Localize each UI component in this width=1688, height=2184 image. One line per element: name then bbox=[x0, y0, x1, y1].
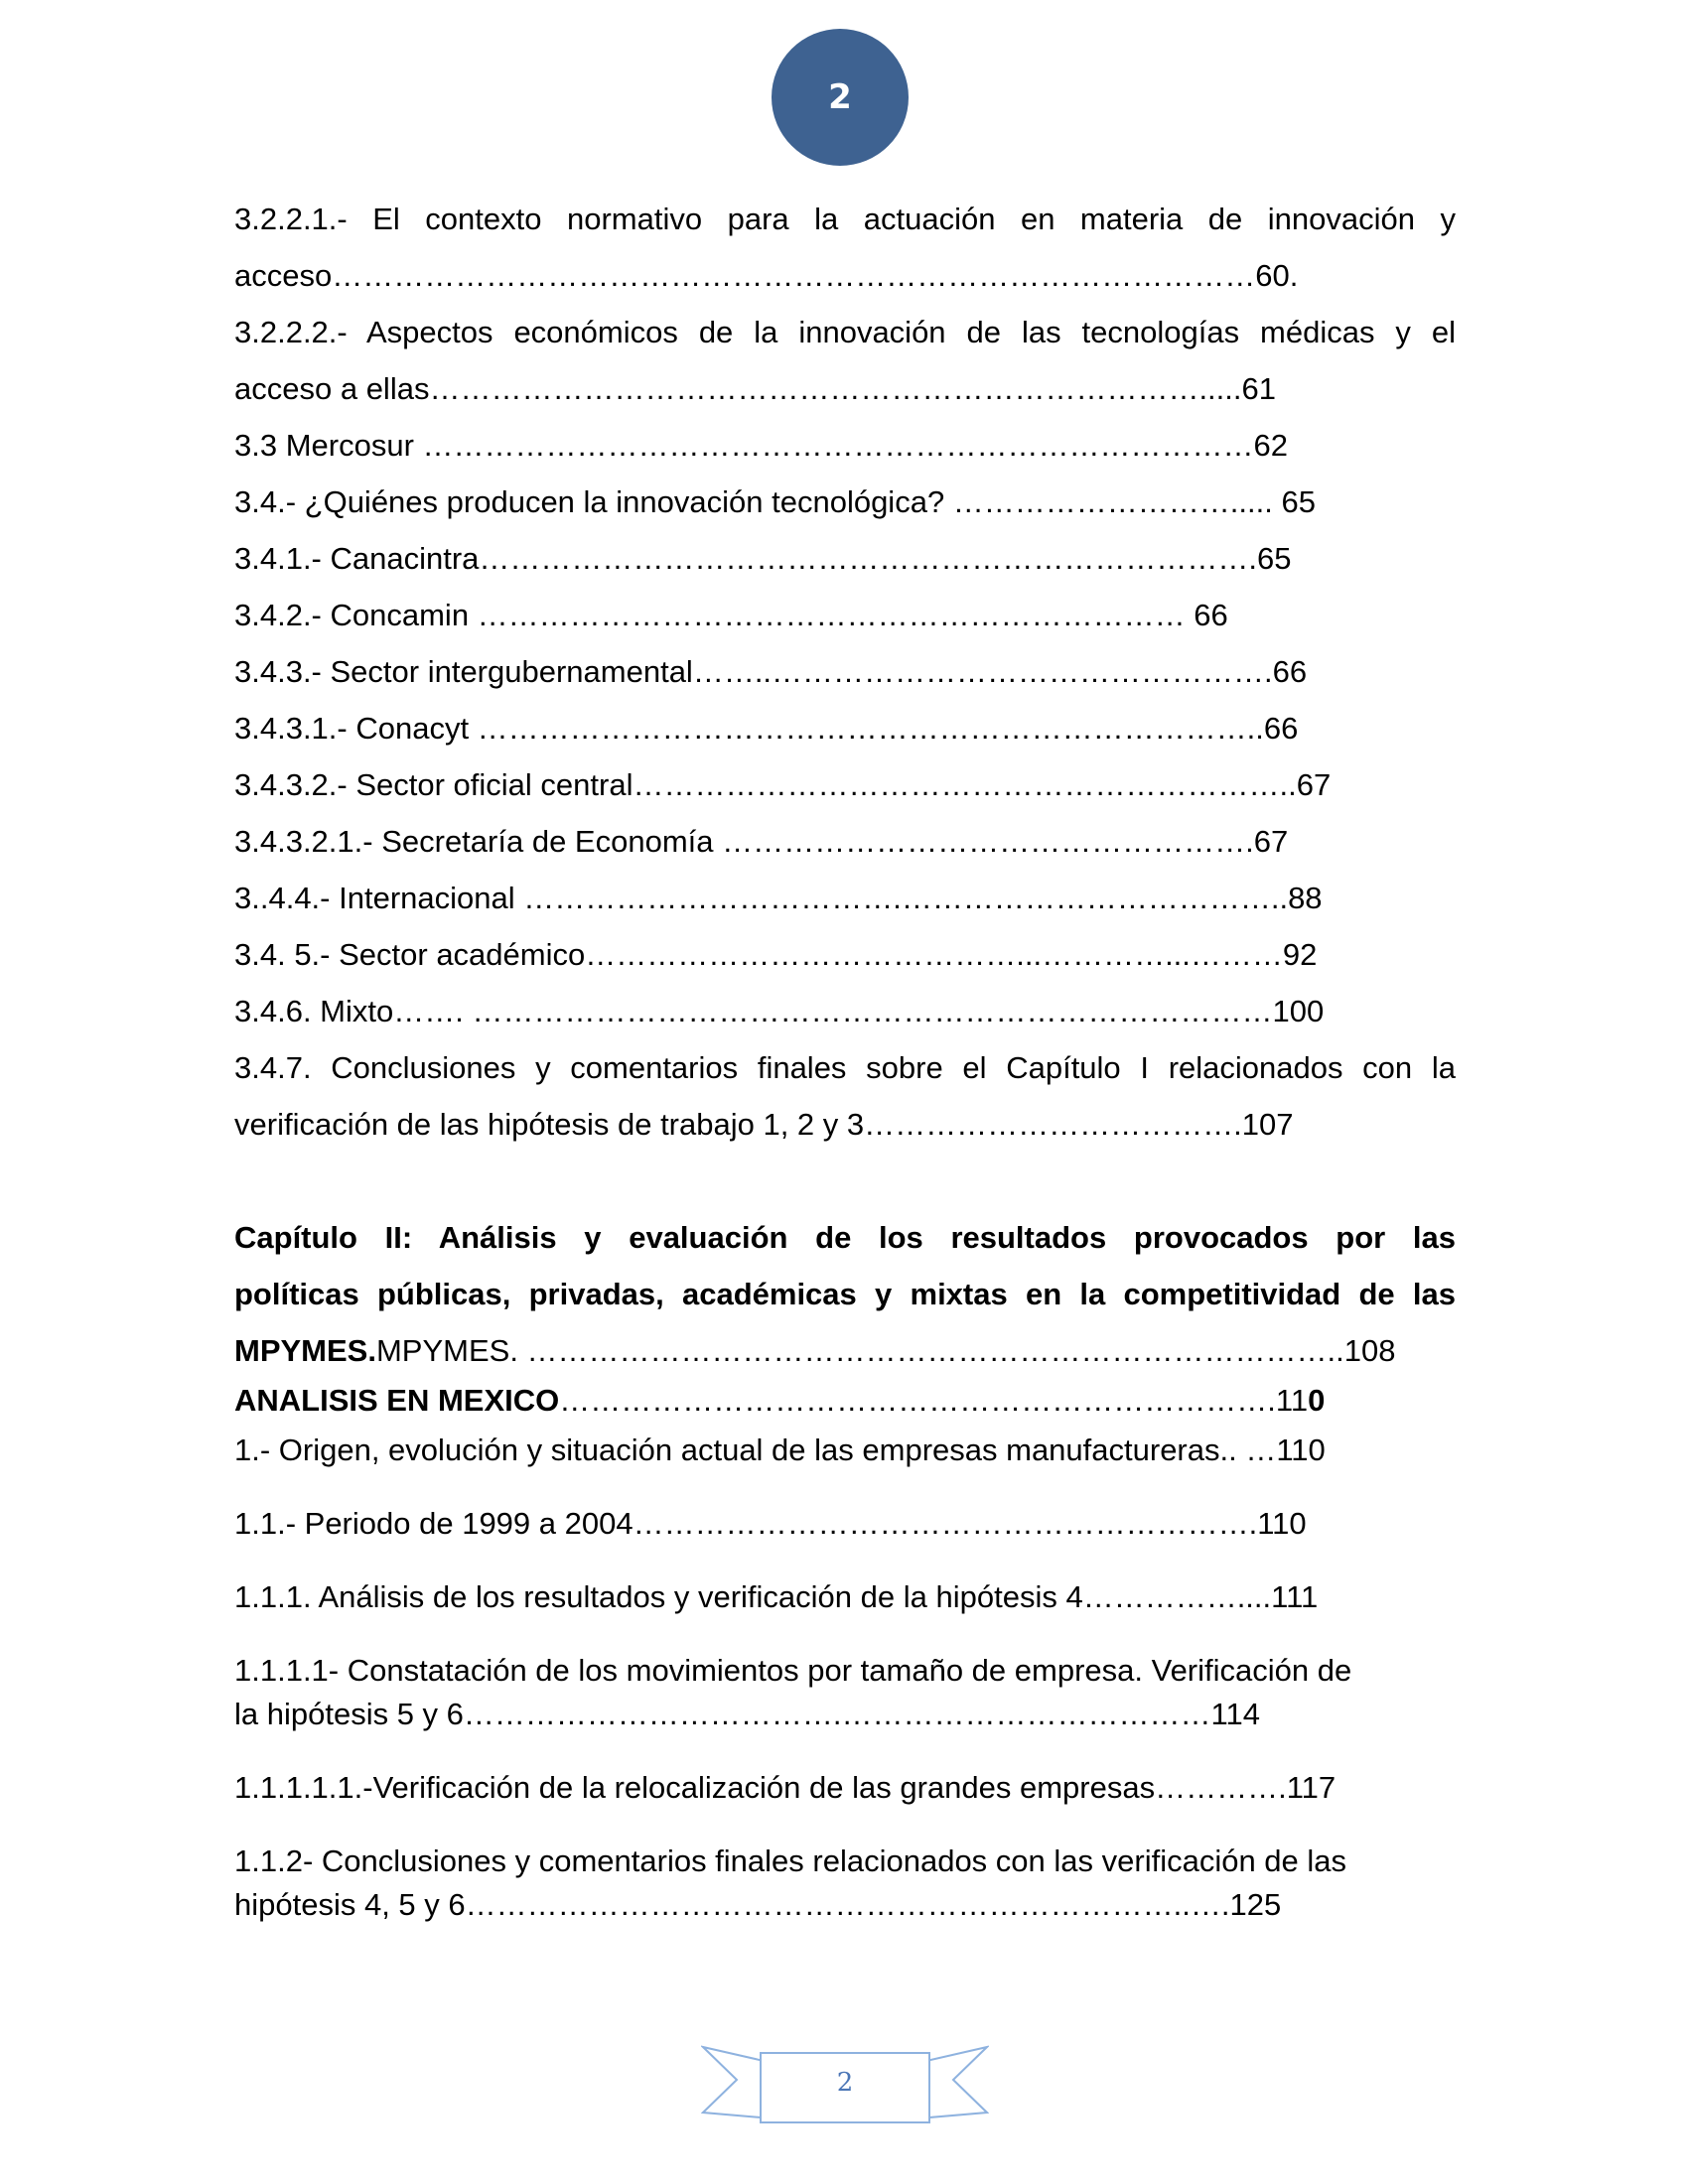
toc-entry-3-4-4: 3..4.4.- Internacional ……………………………….………………………………..88 bbox=[234, 881, 1323, 915]
analisis-mexico-leader: …………………………………………………………….11 bbox=[559, 1383, 1309, 1418]
toc-entry-3-4-3-1: 3.4.3.1.- Conacyt …………………………………………………………………..66 bbox=[234, 711, 1299, 746]
page-number-footer: 2 bbox=[836, 2068, 854, 2098]
toc-entry-1-1-2-cont: hipótesis 4, 5 y 6……………………………………………………………..….125 bbox=[234, 1887, 1282, 1922]
toc-entry-3-4-7: 3.4.7. Conclusiones y comentarios finales sobre el Capítulo I relacionados con la bbox=[234, 1050, 1456, 1085]
analisis-mexico-page-digit: 0 bbox=[1308, 1383, 1326, 1418]
analisis-mexico-entry bbox=[234, 1379, 1456, 1423]
toc-entry-3-4-1: 3.4.1.- Canacintra………………………………………………………………….65 bbox=[234, 541, 1292, 576]
chapter-2-heading-end bbox=[234, 1322, 1456, 1379]
analisis-mexico-label: ANALISIS EN MEXICO bbox=[234, 1383, 560, 1418]
toc-entry-3-4-7-cont: verificación de las hipótesis de trabajo 1, 2 y 3……………………………….107 bbox=[234, 1107, 1294, 1142]
footer-ribbon bbox=[701, 2043, 989, 2128]
toc-entry-3-4-6: 3.4.6. Mixto……. ……………………………………………………………………100 bbox=[234, 994, 1325, 1028]
mpymes-label: MPYMES. bbox=[234, 1333, 376, 1368]
chapter-2-heading: Capítulo II: Análisis y evaluación de los resultados provocados por las bbox=[234, 1220, 1456, 1255]
toc-entry-1-1-1-1-cont: la hipótesis 5 y 6……………………………….………………………………114 bbox=[234, 1697, 1260, 1731]
toc-entry-3-2-2-2-cont: acceso a ellas………………………………………………………………….....61 bbox=[234, 371, 1276, 406]
page-number-badge bbox=[772, 29, 909, 166]
page-number-header: 2 bbox=[828, 77, 852, 117]
toc-entry-3-2-2-1: 3.2.2.1.- El contexto normativo para la actuación en materia de innovación y bbox=[234, 202, 1456, 236]
toc-entry-1-1-1-1-1: 1.1.1.1.1.-Verificación de la relocalización de las grandes empresas………….117 bbox=[234, 1770, 1336, 1805]
toc-entry-3-2-2-1-cont: acceso………………………………………………………………………………60. bbox=[234, 258, 1299, 293]
toc-entry-3-4-5: 3.4. 5.- Sector académico……………………………………...…………...………92 bbox=[234, 937, 1318, 972]
toc-entry-1-1-2: 1.1.2- Conclusiones y comentarios finales relacionados con las verificación de las bbox=[234, 1843, 1347, 1878]
toc-entry-3-2-2-2: 3.2.2.2.- Aspectos económicos de la innovación de las tecnologías médicas y el bbox=[234, 315, 1456, 349]
table-of-contents bbox=[234, 191, 1456, 1927]
toc-entry-3-4-3-2-1: 3.4.3.2.1.- Secretaría de Economía …………………………………………….67 bbox=[234, 824, 1289, 859]
toc-entry-3-4-3-2: 3.4.3.2.- Sector oficial central………………………………………………………..67 bbox=[234, 767, 1332, 802]
toc-entry-1: 1.- Origen, evolución y situación actual de las empresas manufactureras.. …110 bbox=[234, 1433, 1326, 1467]
toc-entry-1-1-1-1: 1.1.1.1- Constatación de los movimientos por tamaño de empresa. Verificación de bbox=[234, 1653, 1352, 1688]
toc-entry-3-4-3: 3.4.3.- Sector intergubernamental……..………………………………………….66 bbox=[234, 654, 1308, 689]
chapter-2-heading-cont: políticas públicas, privadas, académicas y mixtas en la competitividad de las bbox=[234, 1277, 1456, 1311]
toc-entry-3-3: 3.3 Mercosur ………………………………………………………………………62 bbox=[234, 428, 1288, 463]
mpymes-leader: MPYMES. ……………………………………………………………………..108 bbox=[375, 1333, 1396, 1368]
toc-entry-1-1-1: 1.1.1. Análisis de los resultados y verificación de la hipótesis 4……………....111 bbox=[234, 1579, 1319, 1614]
toc-entry-1-1: 1.1.- Periodo de 1999 a 2004…………………………………………………….110 bbox=[234, 1506, 1307, 1541]
toc-entry-3-4-2: 3.4.2.- Concamin …………………………………………………………… 66 bbox=[234, 598, 1228, 632]
toc-entry-3-4: 3.4.- ¿Quiénes producen la innovación tecnológica? ………………………..... 65 bbox=[234, 484, 1316, 519]
